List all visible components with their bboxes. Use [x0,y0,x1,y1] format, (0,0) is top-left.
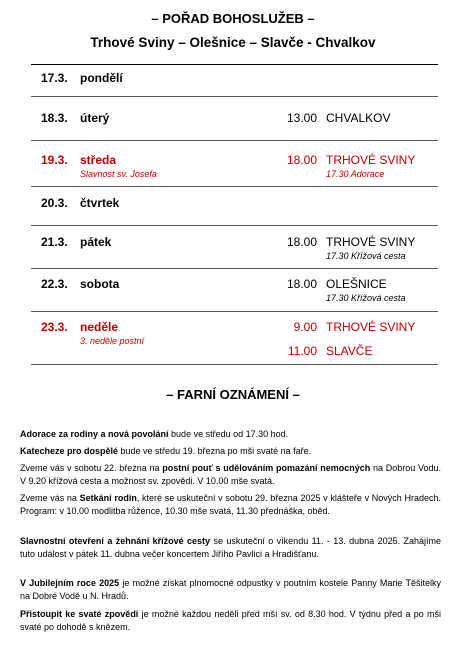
announcement-bold: V Jubilejním roce 2025 [20,578,120,588]
announcement-text: bude ve středu od 17.30 hod. [168,429,289,439]
schedule-time: 18.00 [286,235,317,249]
schedule-time: 9.00 [293,320,317,334]
announcement-bold: Přistoupit ke svaté zpovědi [20,609,139,619]
schedule-date: 21.3. [41,235,68,249]
table-top-rule [31,64,438,65]
announcement-bold: Slavnostní otevření a žehnání křížové cesty [20,536,211,546]
row-divider [31,186,438,187]
schedule-time-second: 11.00 [287,344,317,358]
schedule-date: 19.3. [41,153,68,167]
row-divider [31,225,438,226]
row-divider [31,140,438,141]
schedule-place-note: 17.30 Křížová cesta [326,251,406,261]
schedule-place-note: 17.30 Křížová cesta [326,293,406,303]
schedule-date: 18.3. [41,111,68,125]
announcement-text: se uskuteční o víkendu 11. - 13. dubna 2025. Zahájíme tuto událost v pátek 11. dubna večer koncertem Jiřího Pavlici a Hradišťanu. [20,536,441,559]
schedule-date: 20.3. [41,196,68,210]
schedule-time: 13.00 [286,111,317,125]
announcement-item [20,608,441,633]
schedule-place: OLEŠNICE [326,277,387,291]
schedule-day: úterý [80,111,110,125]
announcement-bold: postní pouť s udělováním pomazání nemocných [162,463,371,473]
schedule-day-note: Slavnost sv. Josefa [80,169,157,179]
schedule-time: 18.00 [286,277,317,291]
announcement-bold: Setkání rodin [79,493,137,503]
schedule-place: TRHOVÉ SVINY [326,320,416,334]
announcement-item [20,492,441,517]
announcement-lead: Zveme vás v sobotu 22. března na [20,463,163,473]
announcement-text: , které se uskuteční v sobotu 29. března 2025 v klášteře v Nových Hradech. Program: v 10.00 modlitba růžence, 10.30 mše svatá, 11.30 přednáška, oběd. [20,493,441,516]
announcement-text: je možné získat plnomocné odpustky v poutním kostele Panny Marie Těšitelky na Dobré Vodě u N. Hradů. [20,578,441,601]
announcement-item [20,428,441,441]
row-divider [31,96,438,97]
schedule-day-note: 3. neděle postní [80,336,145,346]
announcement-bold: Katecheze pro dospělé [20,446,119,456]
schedule-table [31,64,438,365]
schedule-place-second: SLAVČE [326,344,373,358]
announcement-text: na Dobrou Vodu. V 9.20 křížová cesta a možnost sv. zpovědi. V 10.00 mše svatá. [20,463,441,486]
schedule-date: 17.3. [41,71,68,85]
row-divider [31,268,438,269]
announcement-lead: Zveme vás na [20,493,80,503]
announcement-text: bude ve středu 19. března po mši svaté na faře. [118,446,312,456]
page-title: – POŘAD BOHOSLUŽEB – [151,11,315,26]
schedule-place: TRHOVÉ SVINY [326,153,416,167]
schedule-day: středa [80,153,117,167]
announcement-item [20,535,441,560]
announcement-bold: Adorace za rodiny a nová povolání [20,429,169,439]
page-subtitle: Trhové Sviny – Olešnice – Slavče - Chvalkov [90,35,376,50]
schedule-day: čtvrtek [80,196,120,210]
schedule-day: pátek [80,235,112,249]
schedule-day: sobota [80,277,120,291]
schedule-day: pondělí [80,71,123,85]
announcements-title: – FARNÍ OZNÁMENÍ – [166,387,300,402]
announcement-item [20,462,441,487]
announcement-text: je možné každou neděli před mší sv. od 8.30 hod. V týdnu před a po mši svaté po dohodě s knězem. [20,609,441,632]
schedule-place: CHVALKOV [326,111,391,125]
announcement-item [20,577,441,602]
schedule-date: 22.3. [41,277,68,291]
announcement-item [20,445,441,458]
schedule-place: TRHOVÉ SVINY [326,235,416,249]
schedule-place-note: 17.30 Adorace [326,169,385,179]
table-bottom-rule [31,364,438,365]
row-divider [31,311,438,312]
schedule-day: neděle [80,320,119,334]
schedule-time: 18.00 [286,153,317,167]
schedule-date: 23.3. [41,320,68,334]
